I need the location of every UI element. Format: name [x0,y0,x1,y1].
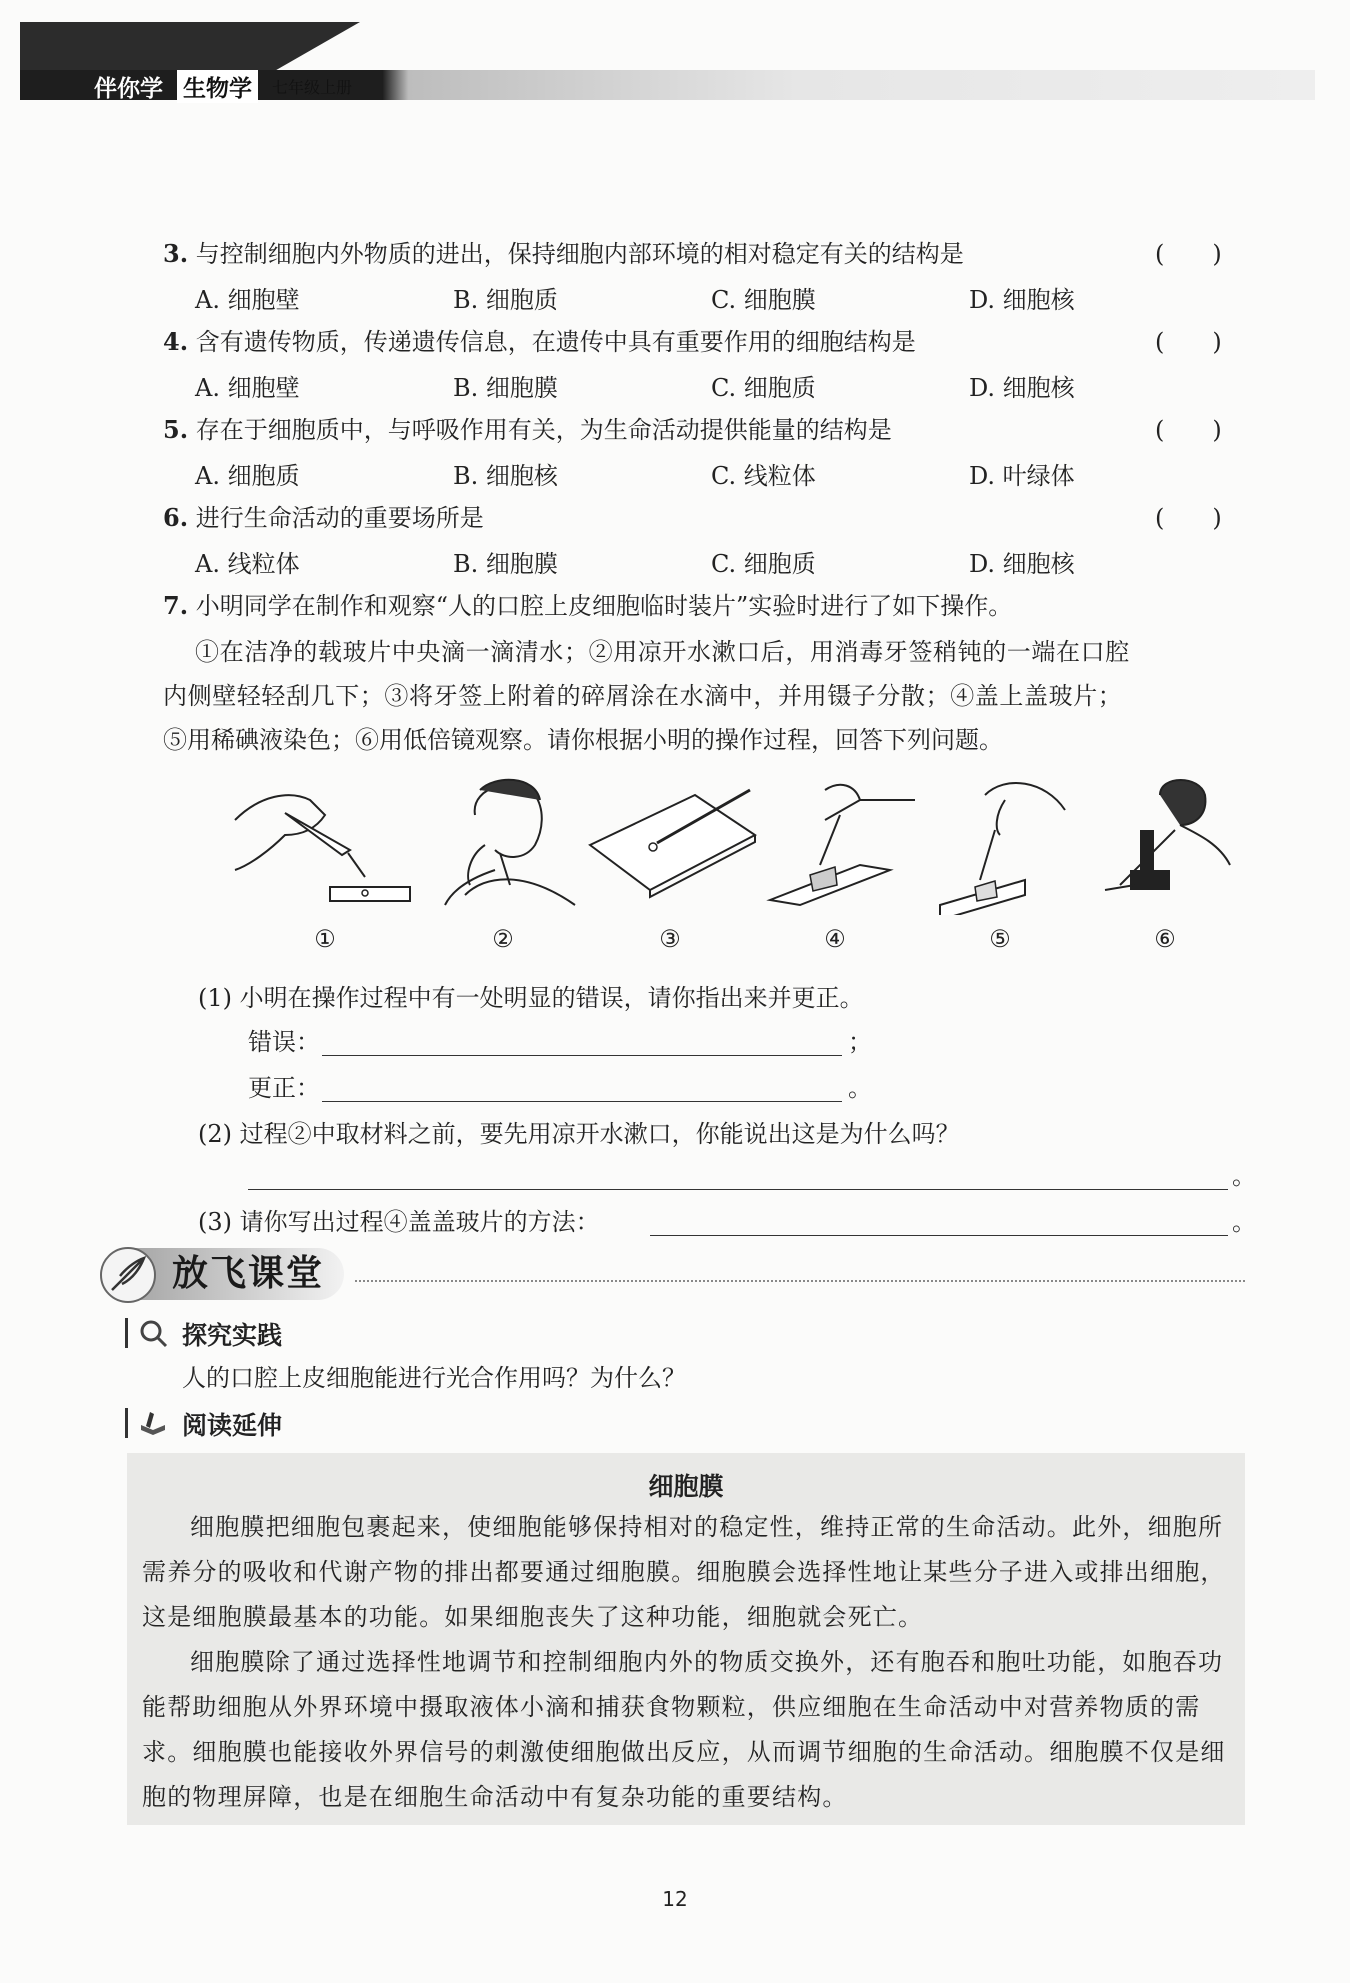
grade-label: 七年级上册 [272,77,353,97]
option-c[interactable]: C. 细胞质 [711,374,816,402]
option-b[interactable]: B. 细胞质 [453,286,558,314]
sub2-end: 。 [1232,1162,1256,1190]
answer-paren[interactable]: ( ) [1155,416,1222,444]
explore-bar [125,1318,128,1348]
error-label: 错误： [248,1028,320,1056]
question-4: 4. 含有遗传物质，传递遗传信息，在遗传中具有重要作用的细胞结构是 [163,327,916,356]
question-stem: 进行生命活动的重要场所是 [195,504,484,532]
reading-paragraph-2: 细胞膜除了通过选择性地调节和控制细胞内外的物质交换外，还有胞吞和胞吐功能，如胞吞功能帮助细胞从外界环境中摄取液体小滴和捕获食物颗粒，供应细胞在生命活动中对营养物质的需求。细胞膜也能接收外界信号的刺激使细胞做出反应，从而调节细胞的生命活动。细胞膜不仅是细胞的物理屏障，也是在细胞生命活动中有复杂功能的重要结构。 [142,1648,1226,1811]
book-header [94,72,352,100]
option-d[interactable]: D. 细胞核 [969,374,1075,402]
figure-6-microscope [1100,775,1250,915]
question-7: 7. 小明同学在制作和观察“人的口腔上皮细胞临时装片”实验时进行了如下操作。 [163,591,1013,620]
option-c[interactable]: C. 细胞膜 [711,286,816,314]
page-number: 12 [662,1887,688,1911]
figure-label-3: ③ [659,925,681,953]
figure-2-rinse [425,775,585,915]
answer-paren[interactable]: ( ) [1155,504,1222,532]
figure-1-dropper [230,775,420,915]
option-a[interactable]: A. 细胞质 [195,462,300,490]
options-row [195,548,1227,580]
figure-3-smear [585,775,760,915]
question-5: 5. 存在于细胞质中，与呼吸作用有关，为生命活动提供能量的结构是 [163,415,892,444]
q7-steps-line-2: 内侧壁轻轻刮几下；③将牙签上附着的碎屑涂在水滴中，并用镊子分散；④盖上盖玻片； [163,682,1123,710]
option-b[interactable]: B. 细胞膜 [453,374,558,402]
options-row [195,460,1227,492]
options-row [195,372,1227,404]
options-row [195,284,1227,316]
answer-paren[interactable]: ( ) [1155,328,1222,356]
error-answer-line[interactable] [322,1054,842,1056]
explore-heading: 探究实践 [182,1321,283,1350]
option-b[interactable]: B. 细胞核 [453,462,558,490]
explore-question: 人的口腔上皮细胞能进行光合作用吗？为什么？ [182,1364,686,1392]
option-d[interactable]: D. 细胞核 [969,550,1075,578]
section-title: 放飞课堂 [172,1253,325,1294]
figure-label-2: ② [492,925,514,953]
question-stem: 小明同学在制作和观察“人的口腔上皮细胞临时装片”实验时进行了如下操作。 [195,592,1013,620]
read-heading: 阅读延伸 [182,1411,283,1440]
question-3: 3. 与控制细胞内外物质的进出，保持细胞内部环境的相对稳定有关的结构是 [163,239,964,268]
option-c[interactable]: C. 线粒体 [711,462,816,490]
correct-end: 。 [848,1074,872,1102]
reading-title: 细胞膜 [648,1472,724,1501]
subject-name: 生物学 [177,70,258,103]
error-end: ； [848,1028,872,1056]
figure-5-stain [925,775,1085,915]
feather-icon [98,1246,158,1308]
figure-label-6: ⑥ [1154,925,1176,953]
option-c[interactable]: C. 细胞质 [711,550,816,578]
book-icon [138,1408,168,1442]
q7-sub-3: (3) 请你写出过程④盖盖玻片的方法： [198,1208,600,1236]
figure-label-4: ④ [824,925,846,953]
series-name: 伴你学 [94,75,163,102]
option-d[interactable]: D. 叶绿体 [969,462,1075,490]
q7-steps-line-1: ①在洁净的载玻片中央滴一滴清水；②用凉开水漱口后，用消毒牙签稍钝的一端在口腔 [195,638,1130,666]
figure-4-cover [765,775,925,915]
correct-answer-line[interactable] [322,1100,842,1102]
option-a[interactable]: A. 线粒体 [195,550,300,578]
q7-steps-line-3: ⑤用稀碘液染色；⑥用低倍镜观察。请你根据小明的操作过程，回答下列问题。 [163,726,1003,754]
magnifier-icon [138,1318,168,1352]
correct-label: 更正： [248,1074,320,1102]
question-stem: 与控制细胞内外物质的进出，保持细胞内部环境的相对稳定有关的结构是 [195,240,964,268]
option-b[interactable]: B. 细胞膜 [453,550,558,578]
sub2-answer-line[interactable] [248,1188,1228,1190]
figure-label-1: ① [314,925,336,953]
sub3-end: 。 [1232,1208,1256,1236]
figure-label-5: ⑤ [989,925,1011,953]
q7-sub-1: (1) 小明在操作过程中有一处明显的错误，请你指出来并更正。 [198,984,864,1012]
sub3-answer-line[interactable] [650,1234,1228,1236]
option-a[interactable]: A. 细胞壁 [195,374,300,402]
read-bar [125,1408,128,1438]
q7-sub-2: (2) 过程②中取材料之前，要先用凉开水漱口，你能说出这是为什么吗？ [198,1120,960,1148]
reading-paragraph-1: 细胞膜把细胞包裹起来，使细胞能够保持相对的稳定性，维持正常的生命活动。此外，细胞所需养分的吸收和代谢产物的排出都要通过细胞膜。细胞膜会选择性地让某些分子进入或排出细胞，这是细胞膜最基本的功能。如果细胞丧失了这种功能，细胞就会死亡。 [142,1513,1226,1631]
question-stem: 含有遗传物质，传递遗传信息，在遗传中具有重要作用的细胞结构是 [195,328,916,356]
question-stem: 存在于细胞质中，与呼吸作用有关，为生命活动提供能量的结构是 [195,416,892,444]
answer-paren[interactable]: ( ) [1155,240,1222,268]
question-6: 6. 进行生命活动的重要场所是 [163,503,484,532]
section-dotted-rule [355,1280,1245,1282]
option-a[interactable]: A. 细胞壁 [195,286,300,314]
option-d[interactable]: D. 细胞核 [969,286,1075,314]
